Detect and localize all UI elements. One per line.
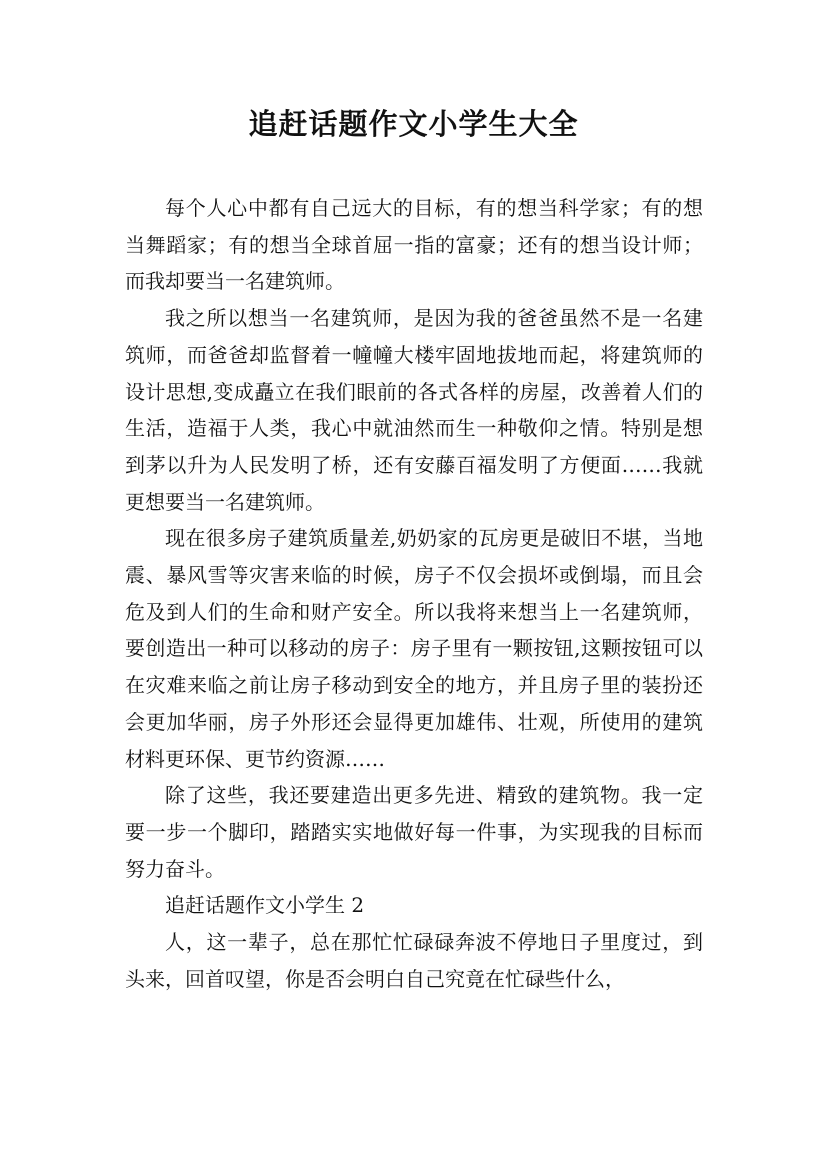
paragraph-4: 除了这些，我还要建造出更多先进、精致的建筑物。我一定要一步一个脚印，踏踏实实地做好每一件事，为实现我的目标而努力奋斗。 bbox=[125, 783, 703, 881]
document-title: 追赶话题作文小学生大全 bbox=[248, 107, 579, 141]
section-2-heading: 追赶话题作文小学生 2 bbox=[165, 893, 365, 918]
document-body bbox=[125, 190, 703, 997]
paragraph-2: 我之所以想当一名建筑师，是因为我的爸爸虽然不是一名建筑师，而爸爸却监督着一幢幢大楼牢固地拔地而起，将建筑师的设计思想,变成矗立在我们眼前的各式各样的房屋，改善着人们的生活，造福于人类，我心中就油然而生一种敬仰之情。特别是想到茅以升为人民发明了桥，还有安藤百福发明了方便面……我就更想要当一名建筑师。 bbox=[125, 306, 703, 514]
paragraph-3: 现在很多房子建筑质量差,奶奶家的瓦房更是破旧不堪，当地震、暴风雪等灾害来临的时候，房子不仅会损坏或倒塌，而且会危及到人们的生命和财产安全。所以我将来想当上一名建筑师，要创造出一种可以移动的房子：房子里有一颗按钮,这颗按钮可以在灾难来临之前让房子移动到安全的地方，并且房子里的装扮还会更加华丽，房子外形还会显得更加雄伟、壮观，所使用的建筑材料更环保、更节约资源…… bbox=[125, 526, 703, 771]
paragraph-1: 每个人心中都有自己远大的目标，有的想当科学家；有的想当舞蹈家；有的想当全球首屈一指的富豪；还有的想当设计师；而我却要当一名建筑师。 bbox=[125, 196, 703, 294]
section-2-paragraph-1: 人，这一辈子，总在那忙忙碌碌奔波不停地日子里度过，到头来，回首叹望，你是否会明白自己究竟在忙碌些什么， bbox=[125, 930, 703, 991]
